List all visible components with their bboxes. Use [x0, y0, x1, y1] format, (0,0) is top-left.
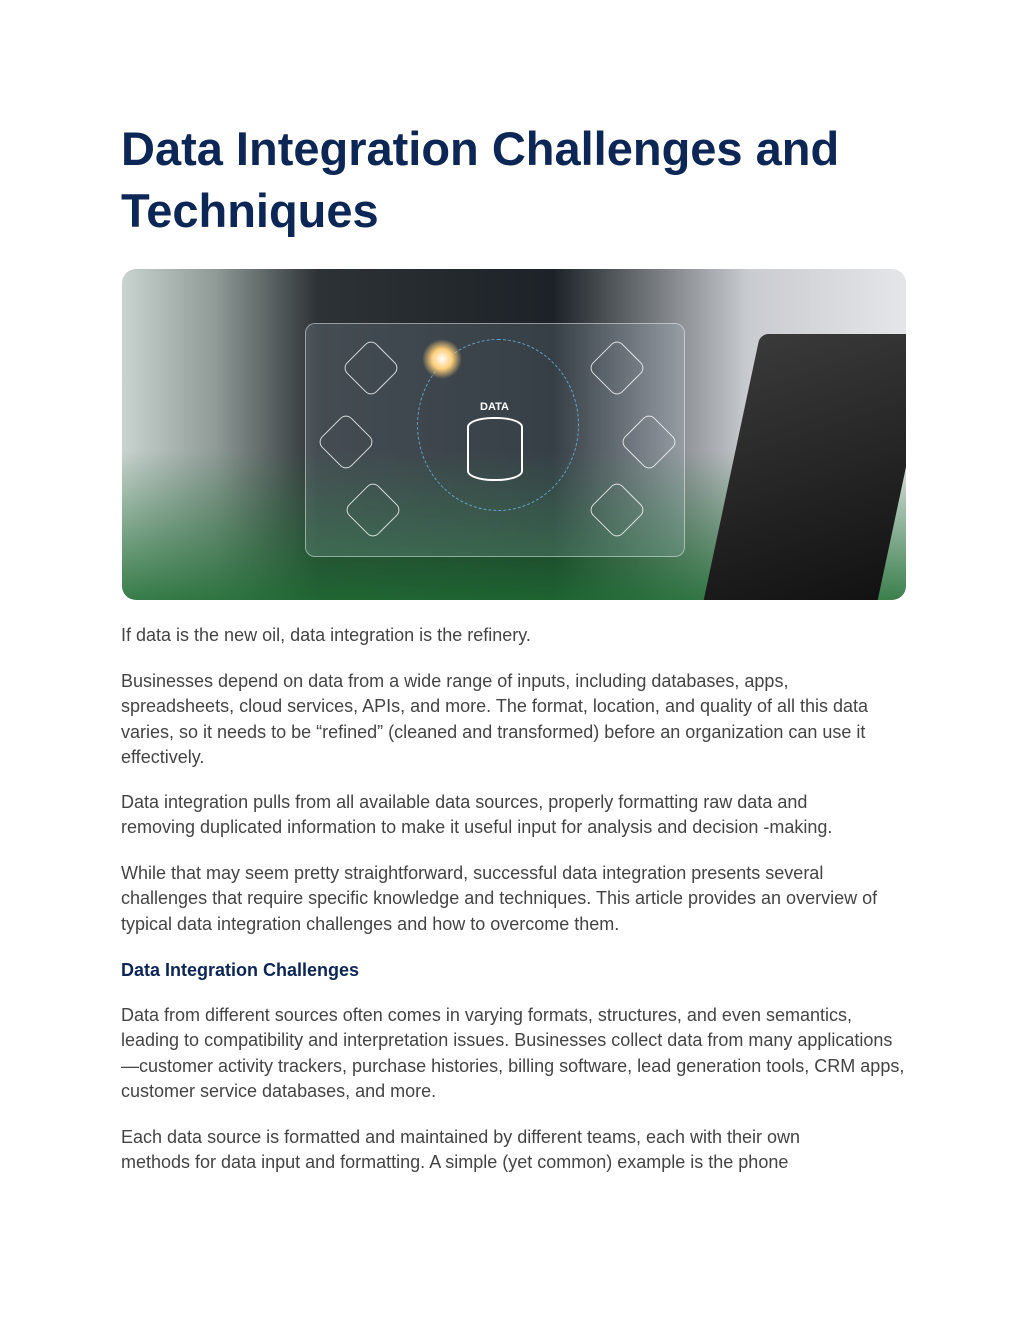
data-label: DATA — [480, 401, 509, 413]
body-paragraph: Businesses depend on data from a wide range of inputs, including databases, apps, spreadsheets, cloud services, APIs, and more. The format, location, and quality of all this data varies, so it needs to be “refined” (cleaned and transformed) before an organization can use it effectively. — [121, 671, 869, 768]
body-paragraph: Data integration pulls from all available data sources, properly formatting raw data and removing duplicated information to make it useful input for analysis and decision -making. — [121, 792, 833, 838]
body-paragraph: While that may seem pretty straightforward, successful data integration presents several challenges that require specific knowledge and techniques. This article provides an overview of typical data integration challenges and how to overcome them. — [121, 863, 878, 934]
page-title: Data Integration Challenges and Techniques — [121, 122, 840, 237]
section-heading: Data Integration Challenges — [121, 960, 360, 980]
hero-image — [122, 269, 906, 600]
body-paragraph: Data from different sources often comes in varying formats, structures, and even semantics, leading to compatibility and interpretation issues. Businesses collect data from many applications—customer activity trackers, purchase histories, billing software, lead generation tools, CRM apps, customer service databases, and more. — [121, 1005, 905, 1102]
laptop-image — [704, 334, 906, 600]
intro-paragraph: If data is the new oil, data integration is the refinery. — [121, 625, 531, 645]
finger-glow — [422, 339, 462, 379]
database-icon — [467, 417, 523, 481]
body-paragraph: Each data source is formatted and maintained by different teams, each with their own methods for data input and formatting. A simple (yet common) example is the phone — [121, 1127, 801, 1173]
